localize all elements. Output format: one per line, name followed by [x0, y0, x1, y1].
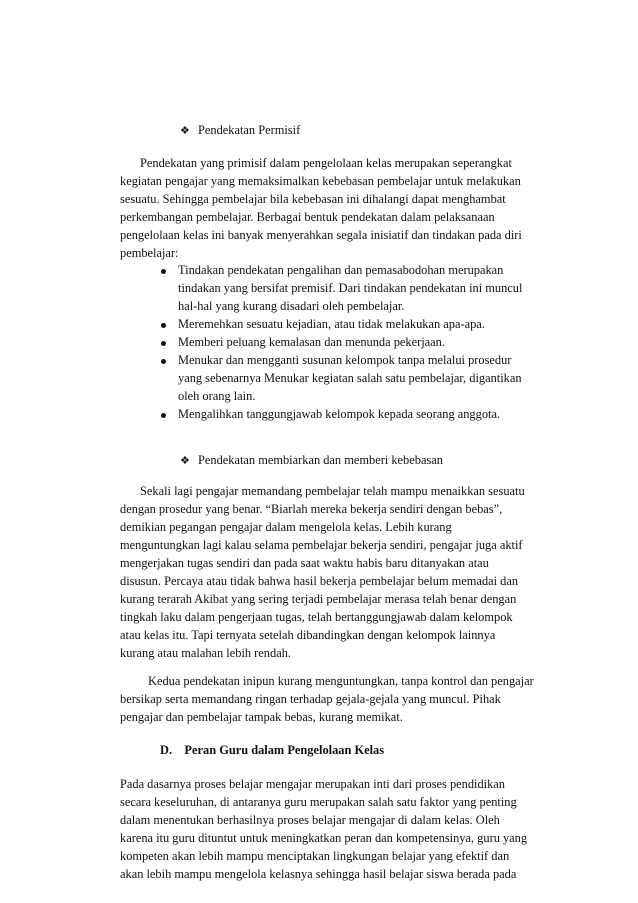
membiarkan-para1-line: Sekali lagi pengajar memandang pembelajar telah mampu menaikkan sesuatu	[140, 484, 525, 498]
round-bullet-icon	[161, 269, 166, 274]
round-bullet-icon	[161, 413, 166, 418]
round-bullet-icon	[161, 323, 166, 328]
section-d-heading: D. Peran Guru dalam Pengelolaan Kelas	[160, 743, 385, 757]
round-bullet-icon	[161, 359, 166, 364]
membiarkan-para1-line: dengan prosedur yang benar. “Biarlah mereka bekerja sendiri dengan bebas”,	[120, 502, 503, 516]
list-item-line: Menukar dan mengganti susunan kelompok tanpa melalui prosedur	[178, 353, 512, 367]
permisif-intro-line: sesuatu. Sehingga pembelajar bila kebebasan ini dihalangi dapat menghambat	[120, 192, 506, 206]
membiarkan-para1-line: tingkah laku dalam pengerjaan tugas, telah bertanggungjawab dalam kelompok	[120, 610, 513, 624]
section-d-para-line: karena itu guru dituntut untuk meningkatkan peran dan kompetensinya, guru yang	[120, 831, 528, 845]
membiarkan-para2-line: bersikap serta memandang ringan terhadap gejala-gejala yang muncul. Pihak	[120, 692, 501, 706]
membiarkan-para2-line: pengajar dan pembelajar tampak bebas, kurang memikat.	[120, 710, 403, 724]
permisif-intro-line: kegiatan pengajar yang memaksimalkan kebebasan pembelajar untuk melakukan	[120, 174, 521, 188]
section-d-para-line: akan lebih mampu mengelola kelasnya sehingga hasil belajar siswa berada pada	[120, 867, 517, 881]
heading-pendekatan-membiarkan	[180, 452, 443, 470]
membiarkan-para1-line: disusun. Percaya atau tidak bahwa hasil bekerja pembelajar belum memadai dan	[120, 574, 519, 588]
heading-text: Pendekatan Permisif	[198, 123, 301, 137]
membiarkan-para1-line: mengerjakan tugas sendiri dan pada saat waktu habis baru ditanyakan atau	[120, 556, 489, 570]
membiarkan-para1-line: kurang terarah Akibat yang sering terjadi pembelajar merasa telah benar dengan	[120, 592, 517, 606]
section-d-para-line: Pada dasarnya proses belajar mengajar merupakan inti dari proses pendidikan	[120, 777, 506, 791]
diamond-bullet-icon: ❖	[180, 455, 190, 467]
permisif-intro-line: Pendekatan yang primisif dalam pengelolaan kelas merupakan seperangkat	[140, 156, 512, 170]
section-d-para-line: kompeten akan lebih mampu menciptakan lingkungan belajar yang efektif dan	[120, 849, 510, 863]
permisif-intro-line: perkembangan pembelajar. Berbagai bentuk pendekatan dalam pelaksanaan	[120, 210, 495, 224]
membiarkan-para1-line: kurang atau malahan lebih rendah.	[120, 646, 291, 660]
section-d-para-line: dalam menentukan berhasilnya proses belajar mengajar di dalam kelas. Oleh	[120, 813, 500, 827]
membiarkan-para1-line: atau kelas itu. Tapi ternyata setelah dibandingkan dengan kelompok lainnya	[120, 628, 496, 642]
list-item-line: oleh orang lain.	[178, 389, 256, 403]
diamond-bullet-icon: ❖	[180, 125, 190, 137]
list-item-line: Mengalihkan tanggungjawab kelompok kepada seorang anggota.	[178, 407, 501, 421]
list-item-line: Tindakan pendekatan pengalihan dan pemasabodohan merupakan	[178, 263, 504, 277]
list-item-line: tindakan yang bersifat premisif. Dari tindakan pendekatan ini muncul	[178, 281, 523, 295]
membiarkan-para1-line: demikian pegangan pengajar dalam mengelola kelas. Lebih kurang	[120, 520, 452, 534]
section-d-para-line: secara keseluruhan, di antaranya guru merupakan salah satu faktor yang penting	[120, 795, 517, 809]
permisif-intro-line: pengelolaan kelas ini banyak menyerahkan segala inisiatif dan tindakan pada diri	[120, 228, 522, 242]
list-item-line: Memberi peluang kemalasan dan menunda pekerjaan.	[178, 335, 445, 349]
permisif-intro-line: pembelajar:	[120, 246, 179, 260]
membiarkan-para2-line: Kedua pendekatan inipun kurang menguntungkan, tanpa kontrol dan pengajar	[148, 674, 534, 688]
list-item-line: hal-hal yang kurang disadari oleh pembelajar.	[178, 299, 405, 313]
heading-text: Pendekatan membiarkan dan memberi kebebasan	[198, 453, 443, 467]
list-item-line: Meremehkan sesuatu kejadian, atau tidak melakukan apa-apa.	[178, 317, 485, 331]
heading-pendekatan-permisif	[180, 122, 300, 140]
list-item-line: yang sebenarnya Menukar kegiatan salah satu pembelajar, digantikan	[178, 371, 522, 385]
membiarkan-para1-line: menguntungkan lagi kalau selama pembelajar bekerja sendiri, pengajar juga aktif	[120, 538, 523, 552]
round-bullet-icon	[161, 341, 166, 346]
